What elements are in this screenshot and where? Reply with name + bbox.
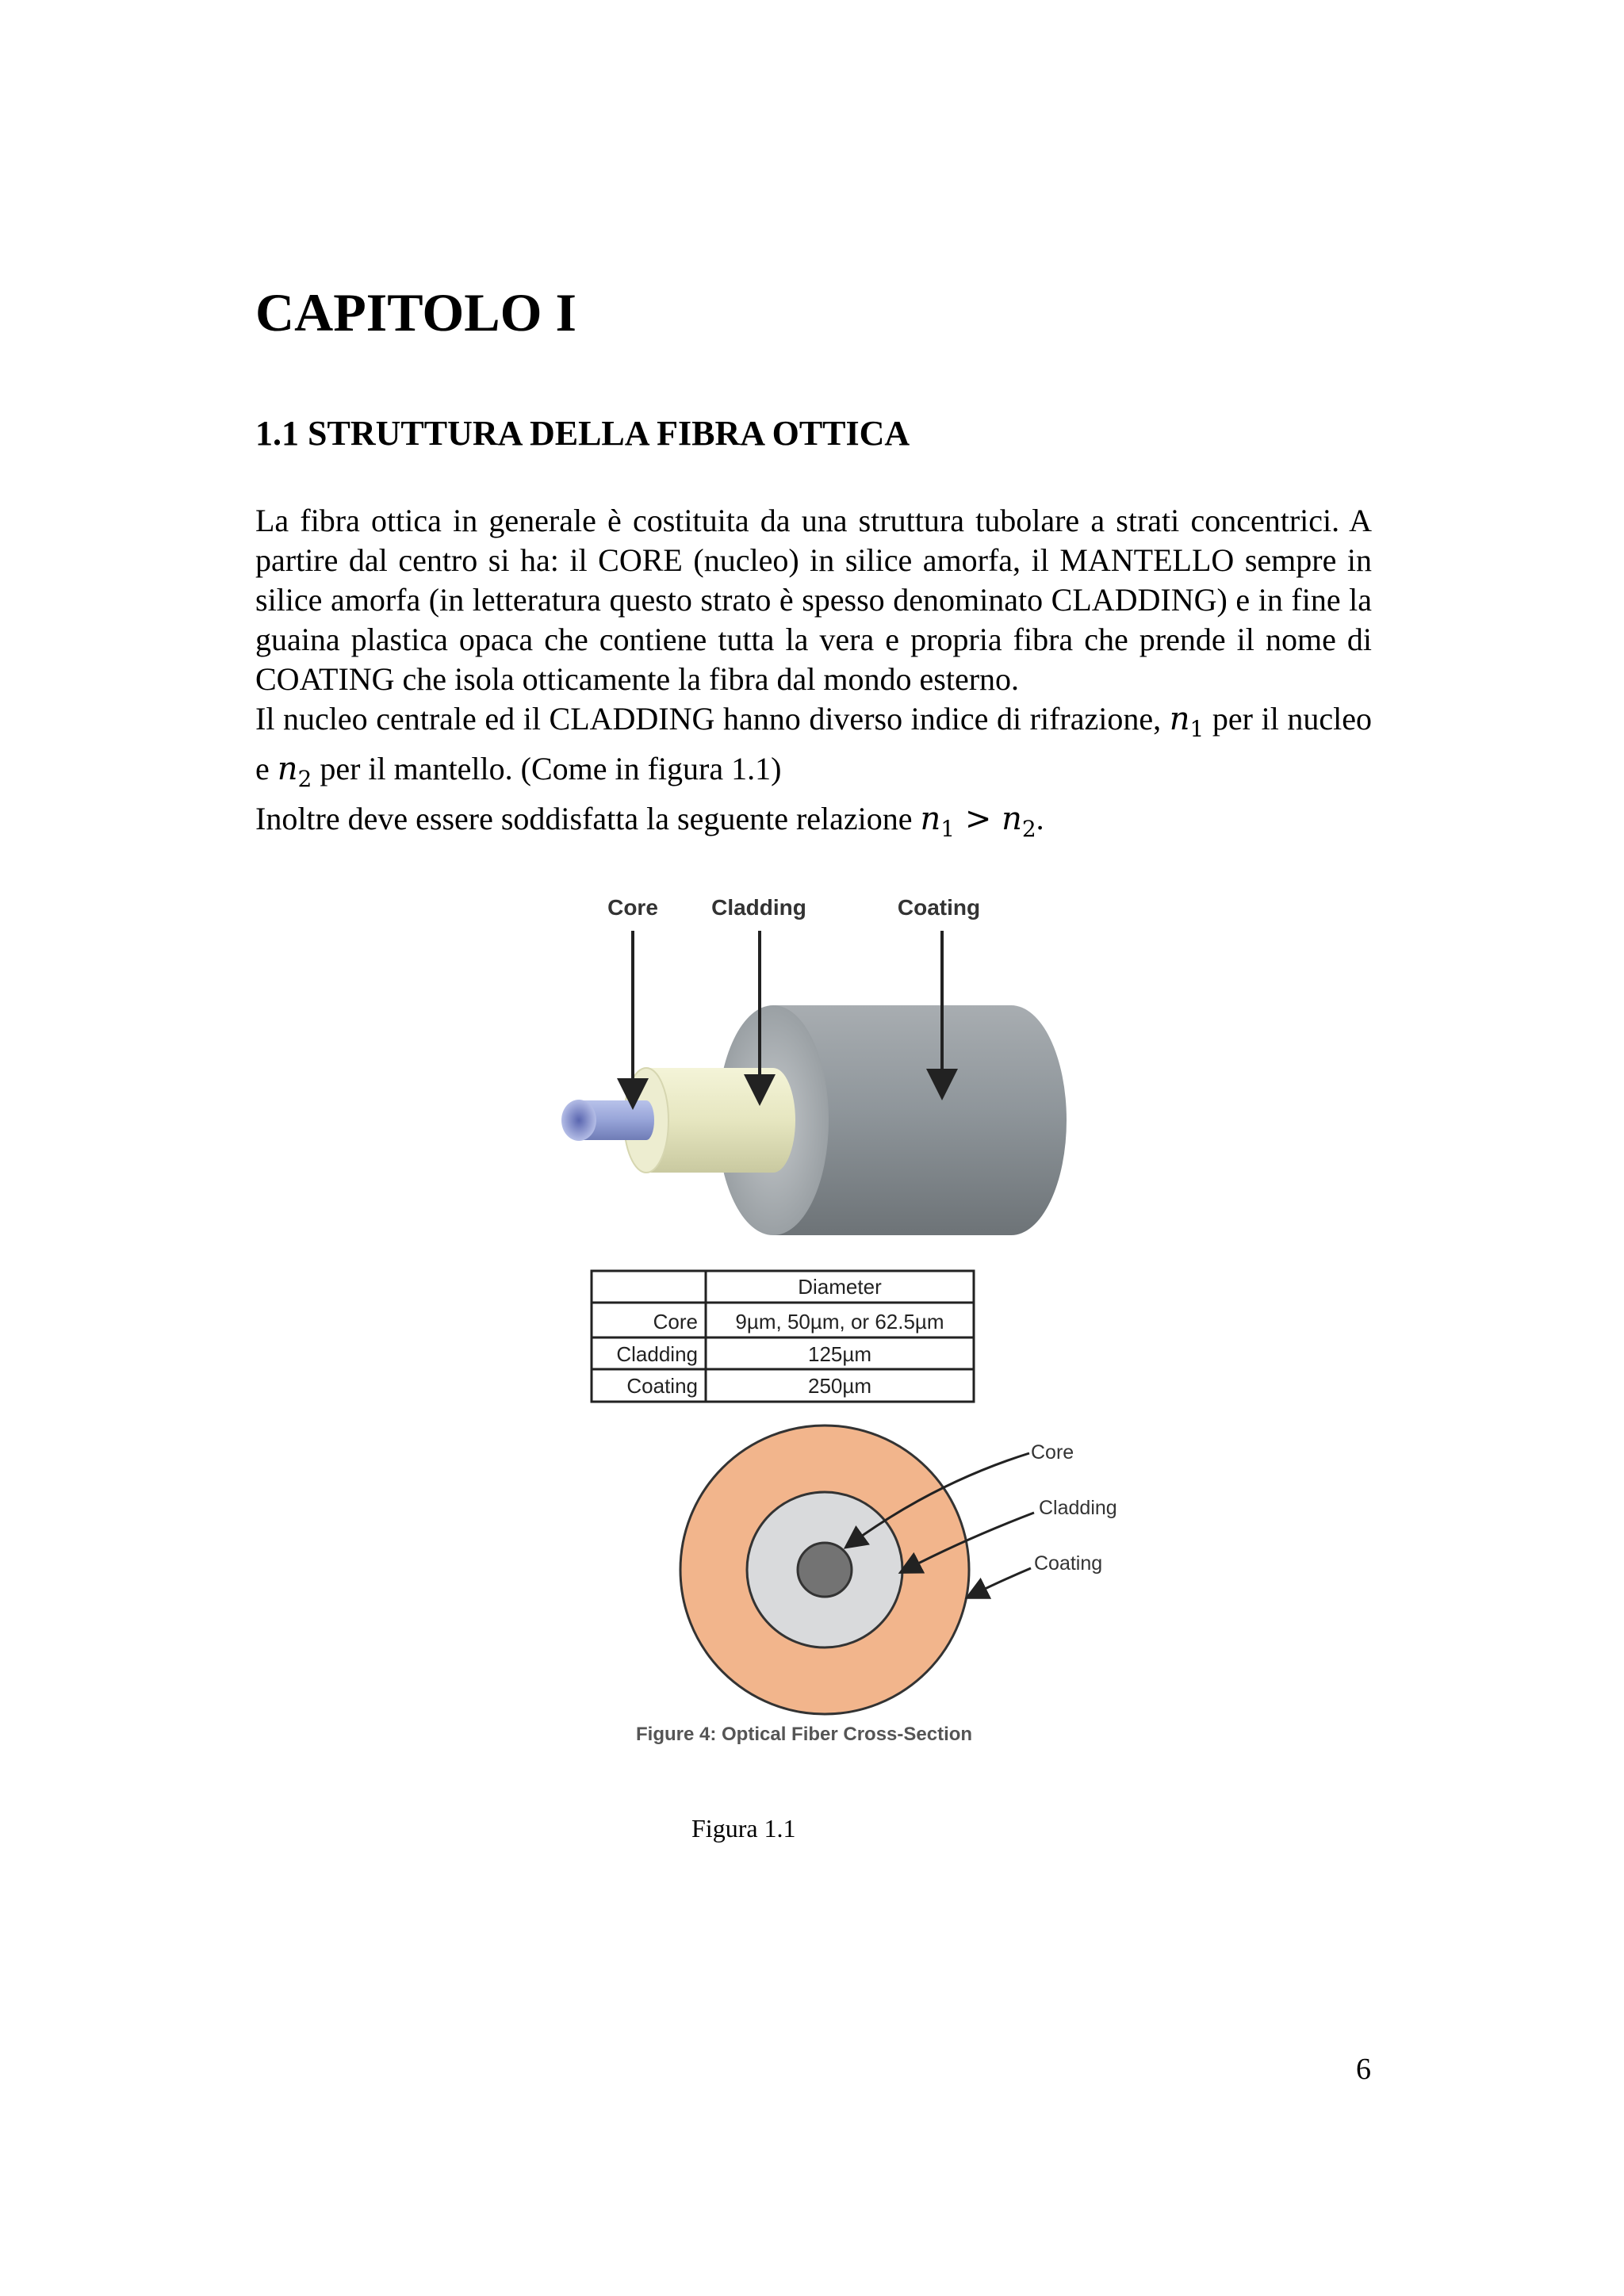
cross-arrow-coating (975, 1568, 1031, 1594)
paragraph-refraction-part-c: per il mantello. (Come in figura 1.1) (320, 751, 782, 786)
fiber-3d-illustration (561, 1005, 1067, 1235)
chapter-title: CAPITOLO I (255, 282, 576, 342)
paragraph-refraction-part-a: Il nucleo centrale ed il CLADDING hanno diverso indice di rifrazione, (255, 701, 1162, 737)
math-n1: $n_1$ (1169, 701, 1205, 742)
paragraph-refraction (255, 699, 1372, 799)
body-text (255, 501, 1372, 849)
paragraph-intro: La fibra ottica in generale è costituita da una struttura tubolare a strati concentrici. A partire dal centro si ha: il CORE (nucleo) in silice amorfa, il MANTELLO sempre in silice amorfa (in letteratura questo strato è spesso denominato CLADDING) e in fine la guaina plastica opaca che contiene tutta la vera e propria fibra che prende il nome di COATING che isola otticamente la fibra dal mondo esterno. (255, 503, 1372, 697)
paragraph-relation: Inoltre deve essere soddisfatta la seguente relazione $n_1 > n_2$. (255, 801, 1044, 842)
table-row-core-label: Core (653, 1310, 698, 1334)
cross-core-disc (798, 1543, 852, 1597)
cross-label-core: Core (1031, 1441, 1074, 1464)
fiber-figure-svg (555, 880, 1142, 1768)
core-end (561, 1100, 596, 1141)
table-header-diameter: Diameter (798, 1275, 882, 1299)
section-title: 1.1 STRUTTURA DELLA FIBRA OTTICA (255, 414, 910, 453)
table-row-cladding-label: Cladding (616, 1342, 698, 1366)
cross-section (680, 1425, 1117, 1714)
paragraph-refraction-part-b: per il nucleo e (255, 701, 1373, 786)
label-cladding: Cladding (711, 895, 806, 920)
page-number: 6 (1356, 2053, 1371, 2086)
cross-label-cladding: Cladding (1039, 1497, 1117, 1519)
cross-label-coating: Coating (1034, 1552, 1103, 1575)
fiber-figure (555, 880, 1142, 1768)
table-row-core-value: 9µm, 50µm, or 62.5µm (735, 1310, 944, 1334)
inner-figure-caption: Figure 4: Optical Fiber Cross-Section (636, 1724, 973, 1745)
math-n2: $n_2$ (277, 751, 312, 792)
relation-formula: $n_1 > n_2$ (920, 801, 1036, 842)
label-coating: Coating (897, 895, 981, 920)
label-core: Core (607, 895, 658, 920)
table-row-coating-label: Coating (626, 1374, 698, 1398)
table-row-cladding-value: 125µm (807, 1342, 872, 1366)
figure-caption: Figura 1.1 (691, 1814, 796, 1843)
paragraph-relation-text: Inoltre deve essere soddisfatta la seguente relazione (255, 801, 913, 836)
table-row-coating-value: 250µm (807, 1374, 872, 1398)
diameter-table (592, 1271, 974, 1402)
